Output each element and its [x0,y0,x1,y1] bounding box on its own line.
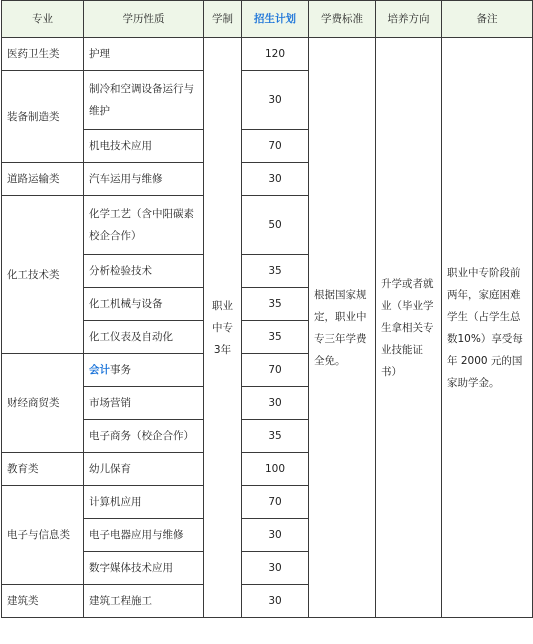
remark-cell: 职业中专阶段前两年，家庭困难学生（占学生总数10%）享受每年 2000 元的国家助学金。 [442,38,533,618]
group-label: 化工技术类 [2,196,84,354]
major-name: 建筑工程施工 [84,585,204,618]
duration-cell: 职业中专3年 [204,38,242,618]
plan-count: 50 [242,196,309,255]
major-name: 化工仪表及自动化 [84,321,204,354]
major-name-rest: 事务 [110,364,131,376]
plan-count: 70 [242,354,309,387]
plan-count: 35 [242,255,309,288]
group-label: 医药卫生类 [2,38,84,71]
fee-cell: 根据国家规定，职业中专三年学费全免。 [309,38,376,618]
plan-count: 30 [242,163,309,196]
major-name: 数字媒体技术应用 [84,552,204,585]
major-name: 分析检验技术 [84,255,204,288]
group-label: 电子与信息类 [2,486,84,585]
header-row [2,1,533,38]
major-name: 幼儿保育 [84,453,204,486]
enrollment-plan-table [1,0,533,618]
plan-count: 30 [242,71,309,130]
major-name: 制冷和空调设备运行与维护 [84,71,204,130]
header-direction: 培养方向 [376,1,442,38]
header-duration: 学制 [204,1,242,38]
plan-count: 120 [242,38,309,71]
major-name: 电子电器应用与维修 [84,519,204,552]
plan-count: 100 [242,453,309,486]
plan-count: 30 [242,552,309,585]
direction-cell: 升学或者就业（毕业学生拿相关专业技能证书） [376,38,442,618]
major-name: 电子商务（校企合作） [84,420,204,453]
header-major: 专业 [2,1,84,38]
plan-count: 70 [242,130,309,163]
plan-count: 35 [242,420,309,453]
group-label: 教育类 [2,453,84,486]
major-name: 市场营销 [84,387,204,420]
major-name: 化工机械与设备 [84,288,204,321]
group-label: 道路运输类 [2,163,84,196]
header-plan: 招生计划 [242,1,309,38]
group-label: 装备制造类 [2,71,84,163]
major-name [84,354,204,387]
major-name: 化学工艺（含中阳碳素校企合作） [84,196,204,255]
header-fee: 学费标准 [309,1,376,38]
plan-count: 70 [242,486,309,519]
major-name: 护理 [84,38,204,71]
plan-count: 30 [242,585,309,618]
header-remark: 备注 [442,1,533,38]
major-name: 计算机应用 [84,486,204,519]
table-row [2,38,533,71]
major-name: 机电技术应用 [84,130,204,163]
plan-count: 35 [242,288,309,321]
plan-count: 30 [242,519,309,552]
header-nature: 学历性质 [84,1,204,38]
major-name: 汽车运用与维修 [84,163,204,196]
plan-count: 30 [242,387,309,420]
group-label: 财经商贸类 [2,354,84,453]
group-label: 建筑类 [2,585,84,618]
plan-count: 35 [242,321,309,354]
major-name-link[interactable]: 会计 [89,364,110,376]
